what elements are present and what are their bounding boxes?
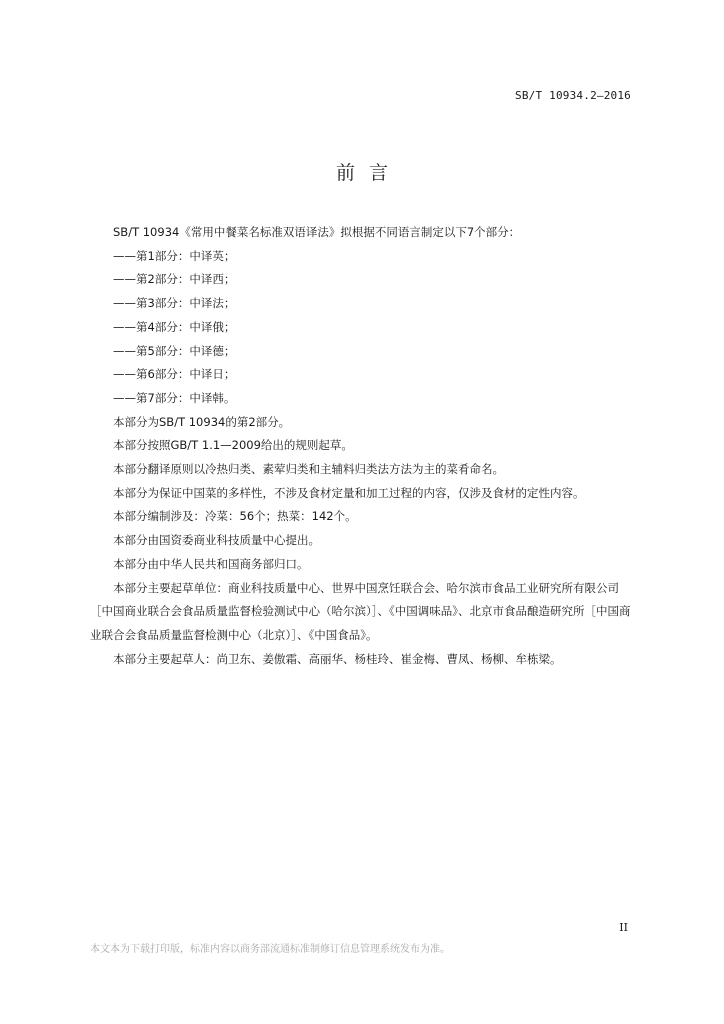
list-item-part-1: ——第1部分：中译英； — [113, 248, 236, 263]
document-body — [90, 221, 640, 671]
list-item-part-5: ——第5部分：中译德； — [113, 343, 236, 358]
paragraph-drafters: 本部分主要起草人：尚卫东、姜傲霜、高丽华、杨桂玲、崔金梅、曹凤、杨柳、牟栋梁。 — [113, 651, 562, 666]
paragraph-dish-count: 本部分编制涉及：冷菜：56个；热菜：142个。 — [113, 509, 357, 524]
download-notice: 本文本为下载打印版，标准内容以商务部流通标准制修订信息管理系统发布为准。 — [90, 944, 450, 955]
list-item-part-2: ——第2部分：中译西； — [113, 272, 236, 287]
paragraph-intro: SB/T 10934《常用中餐菜名标准双语译法》拟根据不同语言制定以下7个部分： — [113, 225, 521, 239]
list-item-part-4: ——第4部分：中译俄； — [113, 319, 236, 334]
paragraph-centralized-by: 本部分由中华人民共和国商务部归口。 — [113, 556, 309, 571]
list-item-part-6: ——第6部分：中译日； — [113, 367, 236, 382]
paragraph-proposed-by: 本部分由国资委商业科技质量中心提出。 — [113, 533, 320, 548]
paragraph-diversity: 本部分为保证中国菜的多样性，不涉及食材定量和加工过程的内容，仅涉及食材的定性内容。 — [113, 485, 585, 500]
paragraph-translation-principle: 本部分翻译原则以冷热归类、素荤归类和主辅料归类法方法为主的菜肴命名。 — [113, 462, 504, 477]
list-item-part-7: ——第7部分：中译韩。 — [113, 390, 236, 405]
paragraph-part-statement: 本部分为SB/T 10934的第2部分。 — [113, 414, 291, 429]
paragraph-drafting-rules: 本部分按照GB/T 1.1—2009给出的规则起草。 — [113, 438, 353, 453]
page-number: II — [619, 921, 628, 934]
standard-code-header: SB/T 10934.2—2016 — [515, 89, 631, 102]
page-title: 前言 — [335, 162, 402, 184]
list-item-part-3: ——第3部分：中译法； — [113, 296, 236, 311]
paragraph-drafting-units: 本部分主要起草单位：商业科技质量中心、世界中国烹饪联合会、哈尔滨市食品工业研究所有限公司［中国商业联合会食品质量监督检验测试中心（哈尔滨）］、《中国调味品》、北京市食品酿造研究所［中国商业联合会食品质量监督检测中心（北京）］、《中国食品》。 — [90, 580, 631, 642]
